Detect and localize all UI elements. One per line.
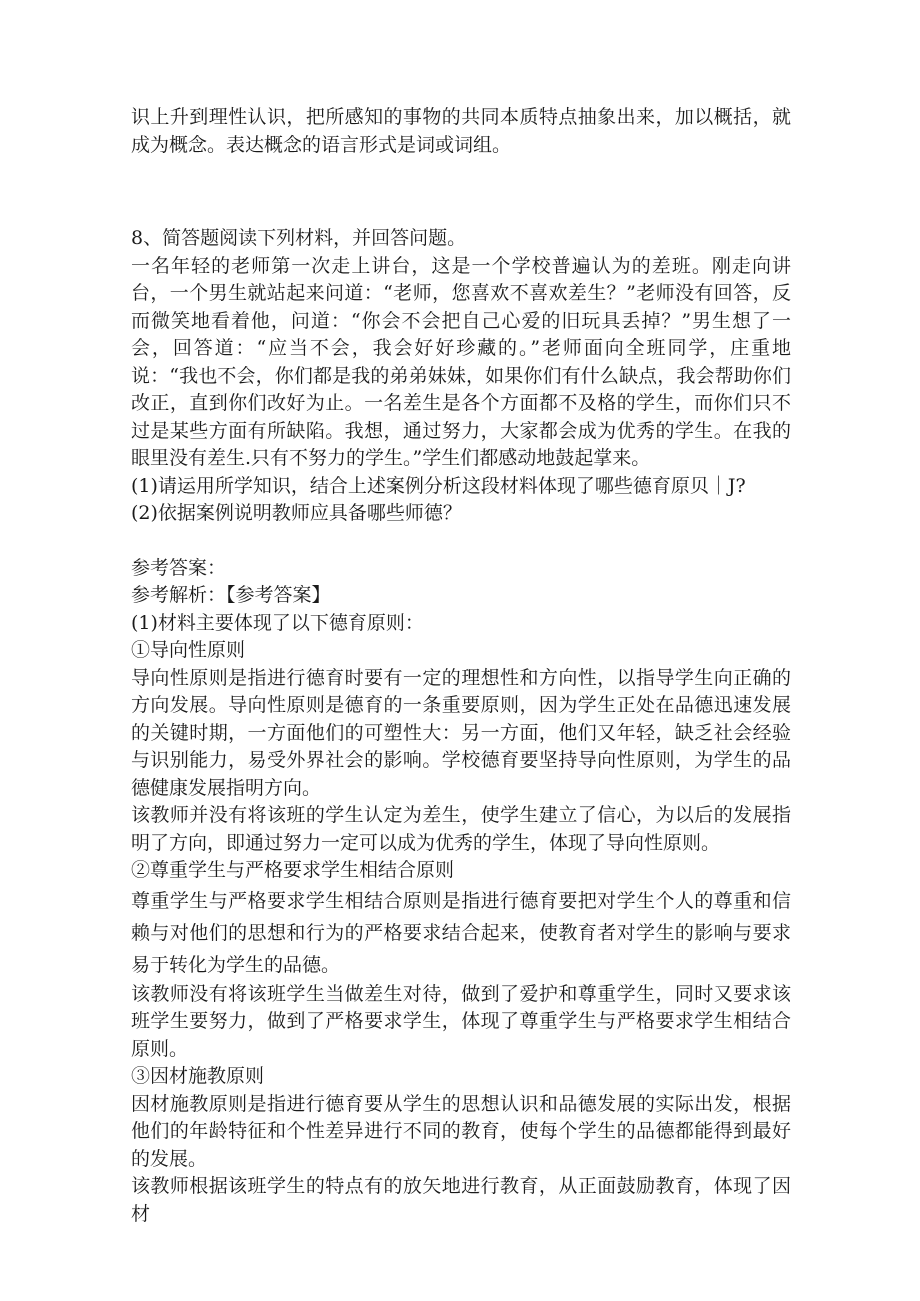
principle-1-definition: 导向性原则是指进行德育时要有一定的理想性和方向性，以指导学生向正确的方向发展。导向性原则是德育的一条重要原则，因为学生正处在品德迅速发展的关键时期，一方面他们的可塑性大：另一方面，他们又年轻，缺乏社会经验与识别能力，易受外界社会的影响。学校德育要坚持导向性原则，为学生的品德健康发展指明方向。 (131, 666, 791, 799)
question-sub2: (2)依据案例说明教师应具备哪些师德？ (131, 502, 462, 524)
part1-heading: (1)材料主要体现了以下德育原则： (131, 611, 424, 634)
principle-3-definition: 因材施教原则是指进行德育要从学生的思想认识和品德发展的实际出发，根据他们的年龄特征和个性差异进行不同的教育，使每个学生的品德都能得到最好的发展。 (131, 1092, 791, 1170)
question-material: 一名年轻的老师第一次走上讲台，这是一个学校普遍认为的差班。刚走向讲台，一个男生就站起来问道：“老师，您喜欢不喜欢差生？”老师没有回答，反而微笑地看着他，问道：“你会不会把自己心爱的旧玩具丢掉？”男生想了一会，回答道：“应当不会，我会好好珍藏的。”老师面向全班同学，庄重地说：“我也不会，你们都是我的弟弟妹妹，如果你们有什么缺点，我会帮助你们改正，直到你们改好为止。一名差生是各个方面都不及格的学生，而你们只不过是某些方面有所缺陷。我想，通过努力，大家都会成为优秀的学生。在我的眼里没有差生.只有不努力的学生。”学生们都感动地鼓起掌来。 (131, 254, 791, 469)
section-spacer (131, 159, 791, 225)
principle-1-application: 该教师并没有将该班的学生认定为差生，使学生建立了信心，为以后的发展指明了方向，即通过努力一定可以成为优秀的学生，体现了导向性原则。 (131, 804, 791, 854)
principle-2-name: ②尊重学生与严格要求学生相结合原则 (131, 859, 455, 881)
principle-2-definition: 尊重学生与严格要求学生相结合原则是指进行德育要把对学生个人的尊重和信赖与对他们的思想和行为的严格要求结合起来，使教育者对学生的影响与要求易于转化为学生的品德。 (131, 889, 791, 976)
answer-spacer (131, 528, 791, 555)
document-page (131, 104, 791, 1228)
question-sub1: (1)请运用所学知识，结合上述案例分析这段材料体现了哪些德育原贝｜J? (131, 474, 746, 497)
principle-3-application: 该教师根据该班学生的特点有的放矢地进行教育，从正面鼓励教育，体现了因材 (131, 1175, 791, 1225)
principle-1-name: ①导向性原则 (131, 639, 246, 661)
question-title: 8、简答题阅读下列材料，并回答问题。 (131, 227, 467, 249)
principle-3-name: ③因材施教原则 (131, 1065, 265, 1087)
principle-2-application: 该教师没有将该班学生当做差生对待，做到了爱护和尊重学生，同时又要求该班学生要努力，做到了严格要求学生，体现了尊重学生与严格要求学生相结合原则。 (131, 982, 791, 1060)
analysis-label: 参考解析：【参考答案】 (131, 584, 331, 606)
answer-label: 参考答案： (131, 556, 227, 579)
intro-paragraph: 识上升到理性认识，把所感知的事物的共同本质特点抽象出来，加以概括，就成为概念。表达概念的语言形式是词或词组。 (131, 106, 791, 156)
